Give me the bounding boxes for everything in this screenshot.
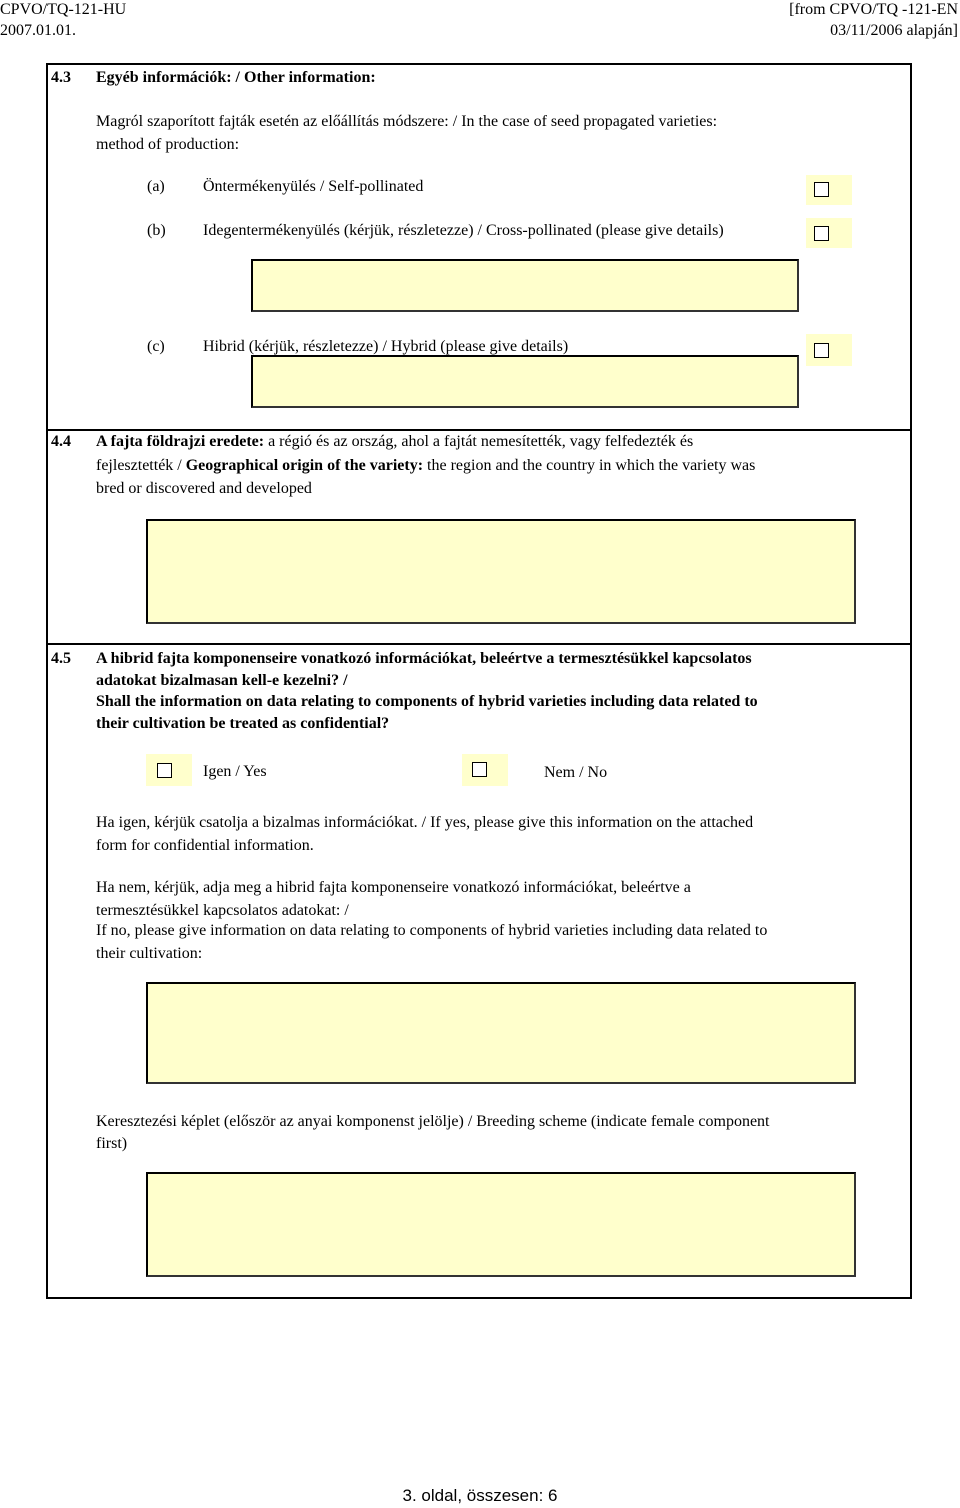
- if-yes-line1: Ha igen, kérjük csatolja a bizalmas információkat. / If yes, please give this information on the attached: [96, 814, 754, 831]
- origin-title-hu: A fajta földrajzi eredete:: [96, 433, 265, 450]
- cross-pollinated-checkbox-area[interactable]: [806, 218, 852, 248]
- confidential-question-hu-line2: adatokat bizalmasan kell-e kezelni? /: [96, 672, 348, 689]
- yes-checkbox[interactable]: [157, 763, 172, 778]
- self-pollinated-checkbox[interactable]: [814, 182, 829, 197]
- doc-code-en: [from CPVO/TQ -121-EN: [789, 1, 958, 18]
- option-b-text: Idegentermékenyülés (kérjük, részletezze) / Cross-pollinated (please give details): [203, 222, 724, 239]
- hybrid-checkbox[interactable]: [814, 343, 829, 358]
- cross-pollinated-details-field[interactable]: [251, 259, 799, 312]
- if-no-line2: termesztésükkel kapcsolatos adatokat: /: [96, 902, 349, 919]
- origin-line2: [96, 454, 755, 477]
- origin-line1: [96, 430, 693, 453]
- option-c-text: Hibrid (kérjük, részletezze) / Hybrid (please give details): [203, 338, 569, 355]
- geographical-origin-field[interactable]: [146, 519, 856, 624]
- yes-checkbox-area[interactable]: [146, 754, 192, 786]
- option-a-label: (a): [147, 178, 165, 195]
- confidential-question-en-line2: their cultivation be treated as confidential?: [96, 715, 390, 732]
- origin-title-en: Geographical origin of the variety:: [185, 457, 424, 474]
- page-number: 3. oldal, összesen: 6: [402, 1486, 558, 1505]
- origin-line2-rest: the region and the country in which the variety was: [423, 457, 756, 474]
- if-no-line1: Ha nem, kérjük, adja meg a hibrid fajta komponenseire vonatkozó információkat, beleértve a: [96, 879, 691, 896]
- origin-line2-start: fejlesztették /: [96, 457, 186, 474]
- option-b-label: (b): [147, 222, 166, 239]
- hybrid-checkbox-area[interactable]: [806, 334, 852, 366]
- doc-date-hu: 2007.01.01.: [0, 22, 76, 39]
- breeding-scheme-line2: first): [96, 1135, 128, 1152]
- origin-line1-rest: a régió és az ország, ahol a fajtát nemesítették, vagy felfedezték és: [264, 433, 694, 450]
- section-4-5-number: 4.5: [51, 650, 71, 667]
- seed-intro-line2: method of production:: [96, 136, 240, 153]
- section-4-4-number: 4.4: [51, 433, 71, 450]
- if-no-line4: their cultivation:: [96, 945, 203, 962]
- no-checkbox[interactable]: [472, 762, 487, 777]
- confidential-question-en-line1: Shall the information on data relating to components of hybrid varieties including data related to: [96, 693, 758, 710]
- breeding-scheme-line1: Keresztezési képlet (először az anyai komponenst jelölje) / Breeding scheme (indicate female component: [96, 1113, 770, 1130]
- hybrid-components-field[interactable]: [146, 982, 856, 1084]
- cross-pollinated-checkbox[interactable]: [814, 226, 829, 241]
- origin-line3: bred or discovered and developed: [96, 480, 312, 497]
- if-yes-line2: form for confidential information.: [96, 837, 314, 854]
- hybrid-details-field[interactable]: [251, 355, 799, 408]
- doc-date-en: 03/11/2006 alapján]: [830, 22, 958, 39]
- section-4-3-number: 4.3: [51, 69, 71, 86]
- no-checkbox-area[interactable]: [462, 754, 508, 786]
- confidential-question-hu-line1: A hibrid fajta komponenseire vonatkozó információkat, beleértve a termesztésükkel kapcsolatos: [96, 650, 752, 667]
- if-no-line3: If no, please give information on data relating to components of hybrid varieties including data related to: [96, 922, 768, 939]
- option-a-text: Öntermékenyülés / Self-pollinated: [203, 178, 424, 195]
- self-pollinated-checkbox-area[interactable]: [806, 175, 852, 205]
- option-c-label: (c): [147, 338, 165, 355]
- yes-label: Igen / Yes: [203, 763, 267, 780]
- section-4-3-title: Egyéb információk: / Other information:: [96, 69, 376, 86]
- doc-code-hu: CPVO/TQ-121-HU: [0, 1, 127, 18]
- breeding-scheme-field[interactable]: [146, 1172, 856, 1277]
- no-label: Nem / No: [544, 764, 608, 781]
- seed-intro-line1: Magról szaporított fajták esetén az előállítás módszere: / In the case of seed propagated varieties:: [96, 113, 718, 130]
